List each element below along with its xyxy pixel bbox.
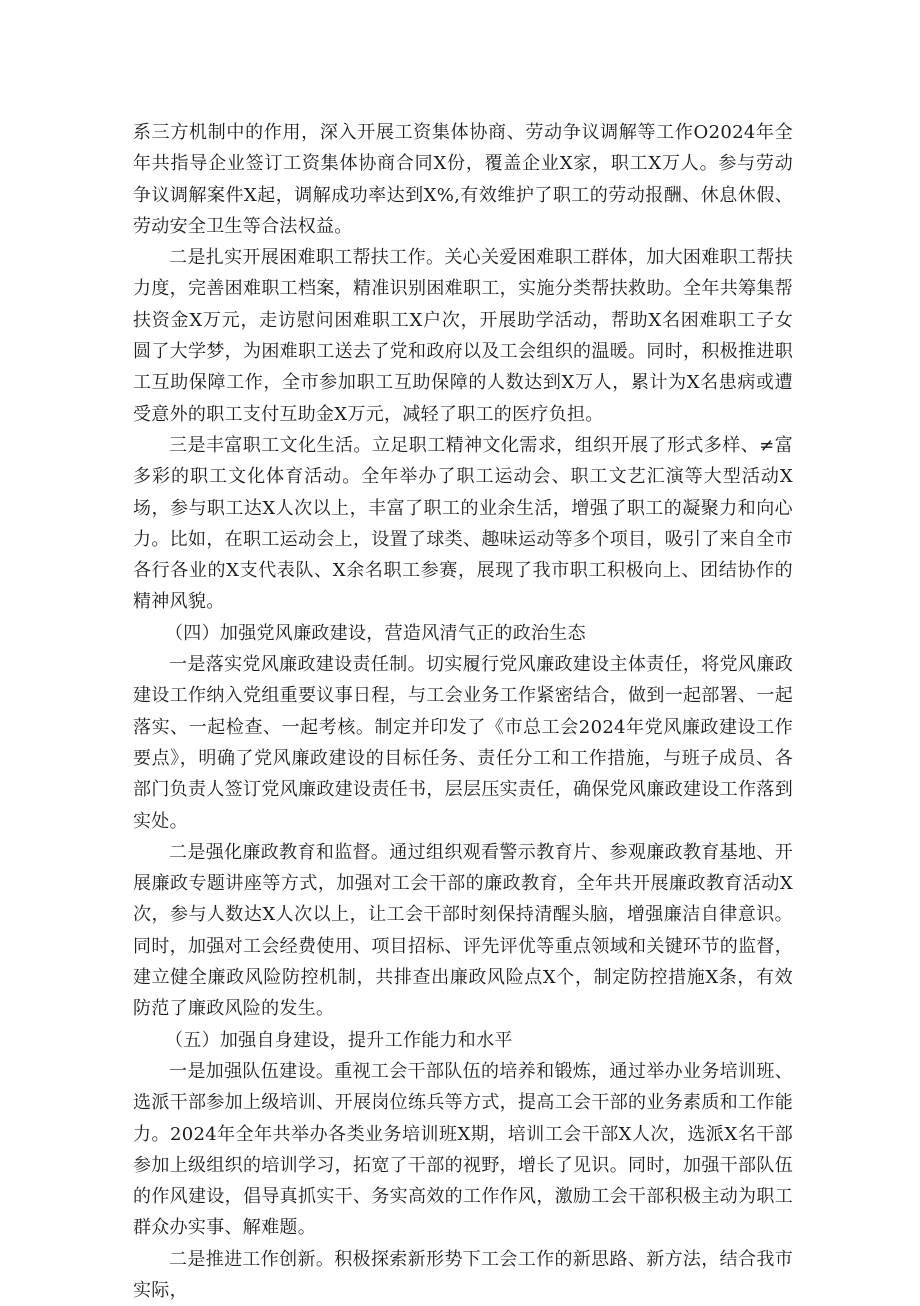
document-body — [133, 117, 793, 1306]
paragraph-continuation: 系三方机制中的作用，深入开展工资集体协商、劳动争议调解等工作O2024年全年共指导企业签订工资集体协商合同X份，覆盖企业X家，职工X万人。参与劳动争议调解案件X起，调解成功率达到X%,有效维护了职工的劳动报酬、休息休假、劳动安全卫生等合法权益。 — [133, 122, 793, 237]
section-heading-self-building: （五）加强自身建设，提升工作能力和水平 — [165, 1029, 513, 1051]
paragraph-innovation: 二是推进工作创新。积极探索新形势下工会工作的新思路、新方法，结合我市实际， — [133, 1248, 793, 1301]
section-heading-integrity: （四）加强党风廉政建设，营造风清气正的政治生态 — [165, 622, 586, 644]
paragraph-responsibility-system: 一是落实党风廉政建设责任制。切实履行党风廉政建设主体责任，将党风廉政建设工作纳入党组重要议事日程，与工会业务工作紧密结合，做到一起部署、一起落实、一起检查、一起考核。制定并印发了《市总工会2024年党风廉政建设工作要点》，明确了党风廉政建设的目标任务、责任分工和工作措施，与班子成员、各部门负责人签订党风廉政建设责任书，层层压实责任，确保党风廉政建设工作落到实处。 — [133, 654, 793, 832]
paragraph-team-building: 一是加强队伍建设。重视工会干部队伍的培养和锻炼，通过举办业务培训班、选派干部参加上级培训、开展岗位练兵等方式，提高工会干部的业务素质和工作能力。2024年全年共举办各类业务培训班X期，培训工会干部X人次，选派X名干部参加上级组织的培训学习，拓宽了干部的视野，增长了见识。同时，加强干部队伍的作风建设，倡导真抓实干、务实高效的工作作风，激励工会干部积极主动为职工群众办实事、解难题。 — [133, 1060, 793, 1239]
paragraph-cultural-life: 三是丰富职工文化生活。立足职工精神文化需求，组织开展了形式多样、≠富多彩的职工文化体育活动。全年举办了职工运动会、职工文艺汇演等大型活动X场，参与职工达X人次以上，丰富了职工的业余生活，增强了职工的凝聚力和向心力。比如，在职工运动会上，设置了球类、趣味运动等多个项目，吸引了来自全市各行各业的X支代表队、X余名职工参赛，展现了我市职工积极向上、团结协作的精神风貌。 — [133, 434, 793, 613]
paragraph-hardship-assistance: 二是扎实开展困难职工帮扶工作。关心关爱困难职工群体，加大困难职工帮扶力度，完善困难职工档案，精准识别困难职工，实施分类帮扶救助。全年共筹集帮扶资金X万元，走访慰问困难职工X户次，开展助学活动，帮助X名困难职工子女圆了大学梦，为困难职工送去了党和政府以及工会组织的温暖。同时，积极推进职工互助保障工作，全市参加职工互助保障的人数达到X万人，累计为X名患病或遭受意外的职工支付互助金X万元，减轻了职工的医疗负担。 — [133, 247, 793, 425]
paragraph-integrity-education: 二是强化廉政教育和监督。通过组织观看警示教育片、参观廉政教育基地、开展廉政专题讲座等方式，加强对工会干部的廉政教育，全年共开展廉政教育活动X次，参与人数达X人次以上，让工会干部时刻保持清醒头脑，增强廉洁自律意识。同时，加强对工会经费使用、项目招标、评先评优等重点领域和关键环节的监督，建立健全廉政风险防控机制，共排查出廉政风险点X个，制定防控措施X条，有效防范了廉政风险的发生。 — [133, 841, 793, 1020]
